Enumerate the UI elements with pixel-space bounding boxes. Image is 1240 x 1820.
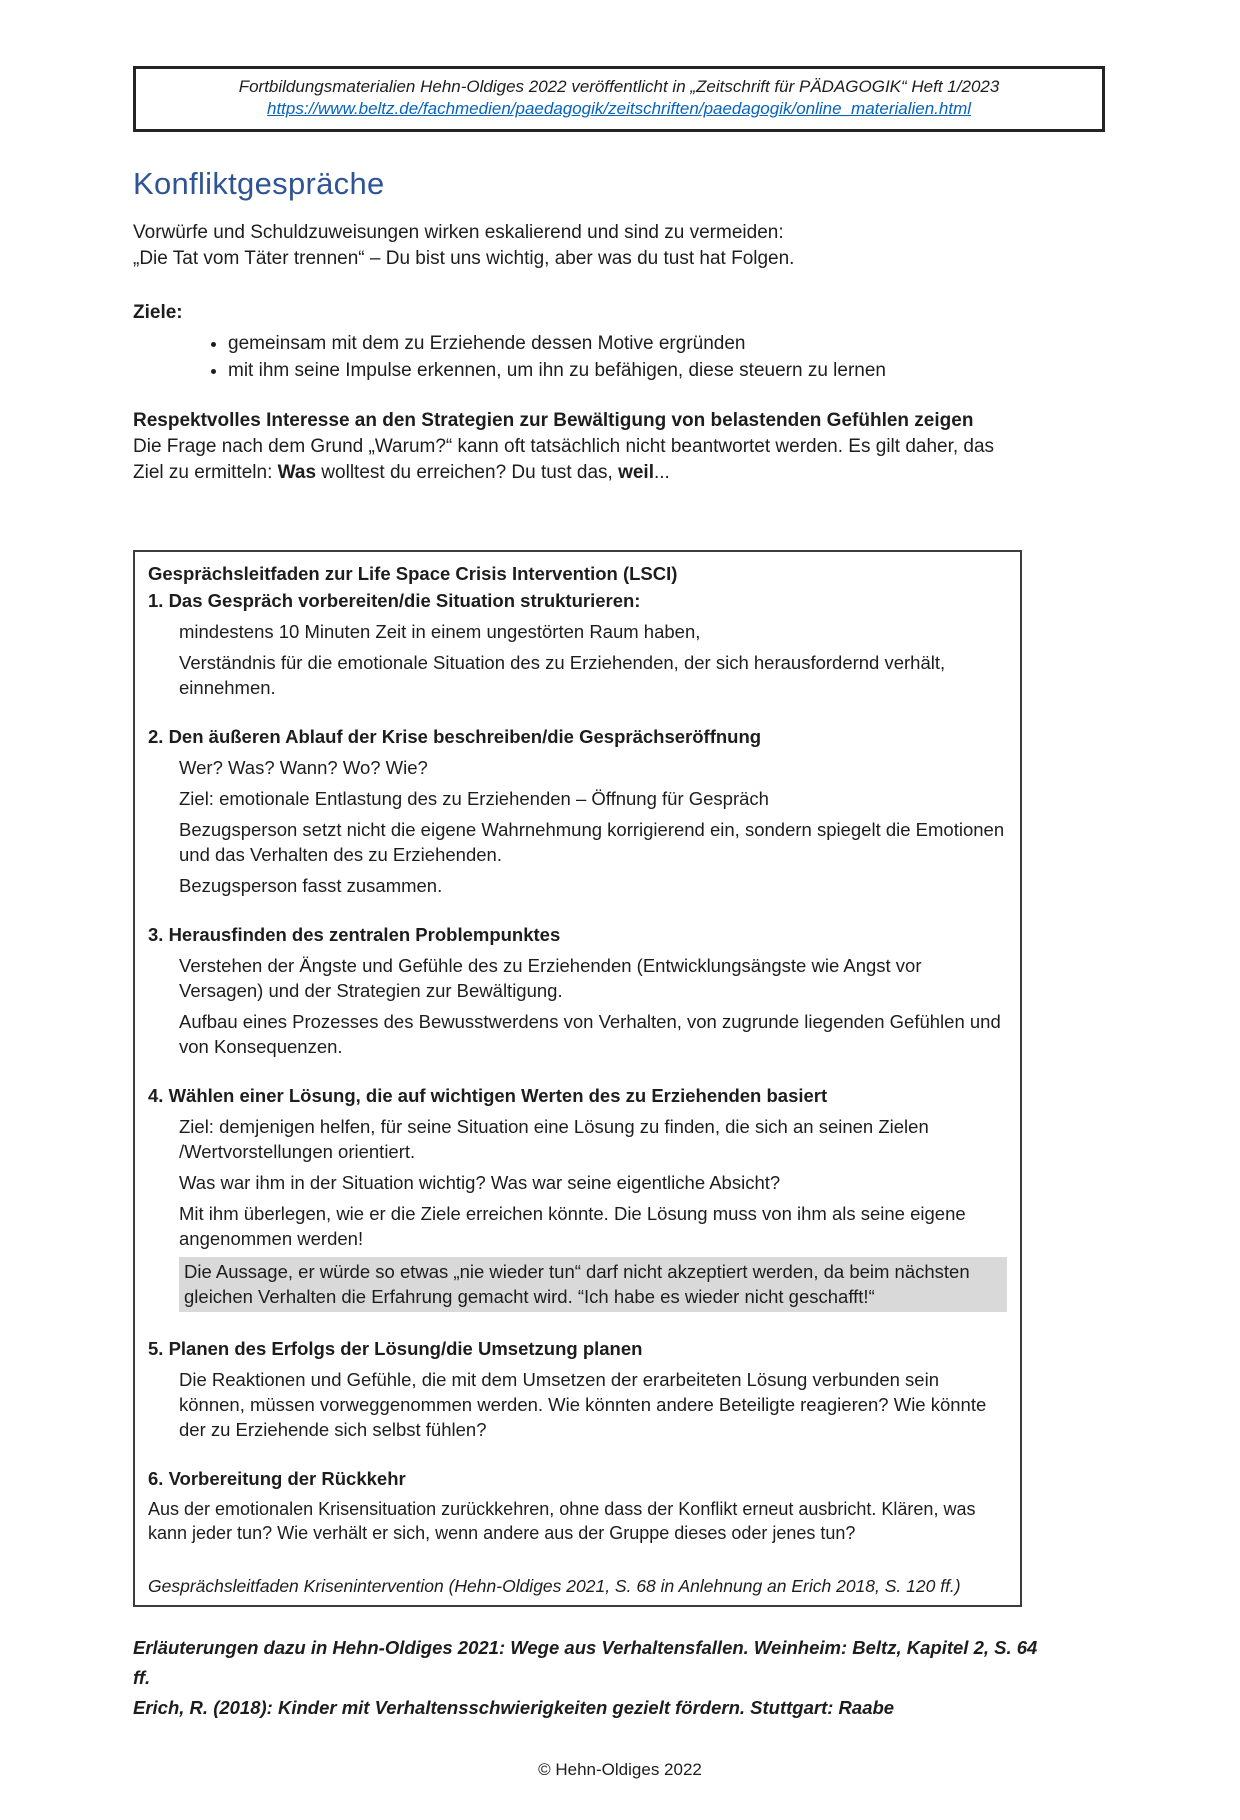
guide-box-title: Gesprächsleitfaden zur Life Space Crisis Intervention (LSCI) — [148, 563, 678, 584]
guide-section-3 — [148, 922, 1007, 1059]
guide-section-6 — [148, 1466, 1007, 1545]
guide-section-heading: 1. Das Gespräch vorbereiten/die Situation strukturieren: — [148, 590, 641, 611]
guide-paragraph: Mit ihm überlegen, wie er die Ziele erreichen könnte. Die Lösung muss von ihm als seine eigene angenommen werden! — [179, 1203, 966, 1249]
guide-paragraph: Ziel: demjenigen helfen, für seine Situation eine Lösung zu finden, die sich an seinen Zielen /Wertvorstellungen orientiert. — [179, 1116, 929, 1162]
guide-paragraph: Bezugsperson fasst zusammen. — [179, 875, 443, 896]
guide-caption: Gesprächsleitfaden Krisenintervention (Hehn-Oldiges 2021, S. 68 in Anlehnung an Erich 2018, S. 120 ff.) — [148, 1576, 961, 1596]
text-run: wolltest du erreichen? Du tust das, — [316, 462, 619, 483]
guide-paragraph: Wer? Was? Wann? Wo? Wie? — [179, 757, 428, 778]
references-block — [133, 1633, 1053, 1723]
guide-paragraph: Was war ihm in der Situation wichtig? Was war seine eigentliche Absicht? — [179, 1172, 781, 1193]
reference-line: Erich, R. (2018): Kinder mit Verhaltensschwierigkeiten gezielt fördern. Stuttgart: Raabe — [133, 1697, 895, 1718]
text-run: ... — [653, 462, 670, 483]
header-link[interactable]: https://www.beltz.de/fachmedien/paedagogik/zeitschriften/paedagogik/online_materialien.html — [266, 99, 972, 118]
guide-paragraph: Aufbau eines Prozesses des Bewusstwerdens von Verhalten, von zugrunde liegenden Gefühlen und von Konsequenzen. — [179, 1011, 1001, 1057]
guide-paragraph: Bezugsperson setzt nicht die eigene Wahrnehmung korrigierend ein, sondern spiegelt die Emotionen und das Verhalten des zu Erziehenden. — [179, 819, 1005, 865]
guide-section-4 — [148, 1083, 1007, 1312]
page-title: Konfliktgespräche — [133, 166, 385, 201]
text-run-bold: Was — [277, 462, 317, 483]
reference-line: Erläuterungen dazu in Hehn-Oldiges 2021: Wege aus Verhaltensfallen. Weinheim: Beltz, Kapitel 2, S. 64 ff. — [133, 1637, 1038, 1688]
respect-paragraph — [133, 434, 1013, 486]
intro-paragraph — [133, 220, 1013, 272]
goals-heading: Ziele: — [133, 302, 183, 323]
guide-section-heading: 2. Den äußeren Ablauf der Krise beschreiben/die Gesprächseröffnung — [148, 726, 762, 747]
respect-heading: Respektvolles Interesse an den Strategien zur Bewältigung von belastenden Gefühlen zeigen — [133, 410, 974, 431]
guide-section-heading: 3. Herausfinden des zentralen Problempunktes — [148, 924, 561, 945]
guide-paragraph: Verstehen der Ängste und Gefühle des zu Erziehenden (Entwicklungsängste wie Angst vor Versagen) und der Strategien zur Bewältigung. — [179, 955, 922, 1001]
guide-paragraph: mindestens 10 Minuten Zeit in einem ungestörten Raum haben, — [179, 621, 701, 642]
guide-section-5 — [148, 1336, 1007, 1442]
highlight-note: Die Aussage, er würde so etwas „nie wieder tun“ darf nicht akzeptiert werden, da beim nächsten gleichen Verhalten die Erfahrung gemacht wird. “Ich habe es wieder nicht geschafft!“ — [179, 1257, 1007, 1312]
guide-paragraph: Die Reaktionen und Gefühle, die mit dem Umsetzen der erarbeiteten Lösung verbunden sein können, müssen vorweggenommen werden. Wie könnten andere Beteiligte reagieren? Wie könnte der zu Erziehende sich selbst fühlen? — [179, 1369, 987, 1440]
goals-list-item: • gemeinsam mit dem zu Erziehende dessen Motive ergründen — [228, 330, 1048, 357]
goals-list — [133, 330, 1048, 384]
header-box — [133, 66, 1105, 132]
guide-paragraph: Aus der emotionalen Krisensituation zurückkehren, ohne dass der Konflikt erneut ausbricht. Klären, was kann jeder tun? Wie verhält er sich, wenn andere aus der Gruppe dieses oder jenes tun? — [148, 1499, 976, 1543]
footer-copyright: © Hehn-Oldiges 2022 — [538, 1760, 702, 1779]
guide-box — [133, 550, 1022, 1607]
guide-section-heading: 5. Planen des Erfolgs der Lösung/die Umsetzung planen — [148, 1338, 643, 1359]
guide-section-1 — [148, 588, 1007, 700]
guide-paragraph: Verständnis für die emotionale Situation des zu Erziehenden, der sich herausfordernd verhält, einnehmen. — [179, 652, 946, 698]
header-link-row — [150, 98, 1088, 120]
intro-line-2: „Die Tat vom Täter trennen“ – Du bist uns wichtig, aber was du tust hat Folgen. — [133, 248, 795, 269]
guide-section-heading: 6. Vorbereitung der Rückkehr — [148, 1468, 406, 1489]
guide-section-2 — [148, 724, 1007, 898]
intro-line-1: Vorwürfe und Schuldzuweisungen wirken eskalierend und sind zu vermeiden: — [133, 222, 784, 243]
text-run: Die Frage nach dem Grund „Warum?“ kann oft tatsächlich nicht beantwortet werden. Es gilt daher, das Ziel zu ermitteln: — [133, 436, 995, 483]
text-run-bold: weil — [618, 462, 654, 483]
header-note: Fortbildungsmaterialien Hehn-Oldiges 2022 veröffentlicht in „Zeitschrift für PÄDAGOGIK“ Heft 1/2023 — [238, 77, 1000, 96]
document-page — [0, 66, 1240, 1820]
goals-list-item: • mit ihm seine Impulse erkennen, um ihn zu befähigen, diese steuern zu lernen — [228, 357, 1048, 384]
guide-paragraph: Ziel: emotionale Entlastung des zu Erziehenden – Öffnung für Gespräch — [179, 788, 769, 809]
guide-section-heading: 4. Wählen einer Lösung, die auf wichtigen Werten des zu Erziehenden basiert — [148, 1085, 828, 1106]
